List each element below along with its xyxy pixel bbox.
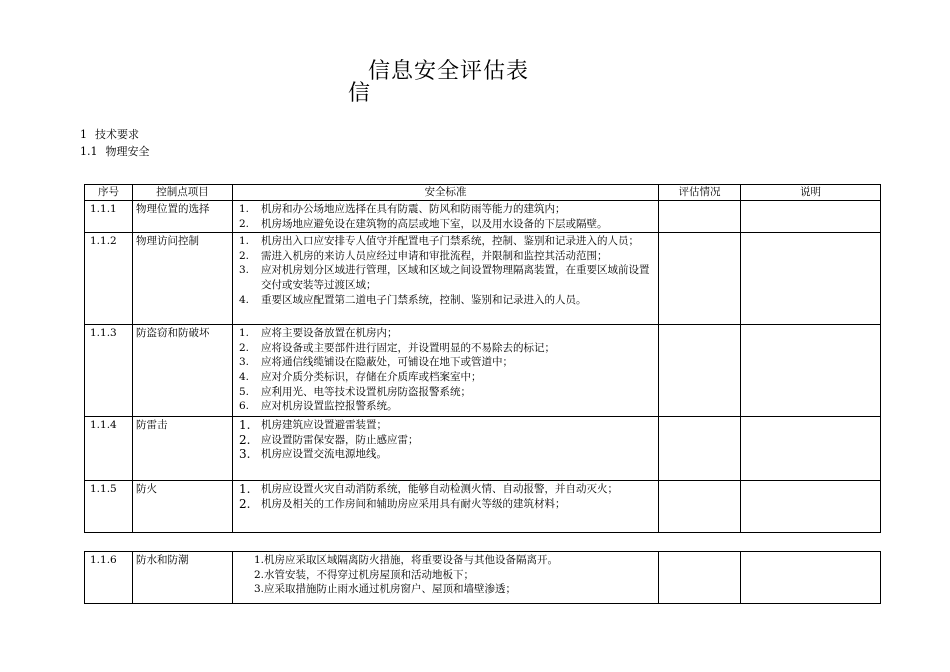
list-item: [236, 399, 655, 414]
list-number: 4.: [239, 370, 250, 383]
security-standard: [233, 233, 659, 325]
row-number: 1.1.4: [85, 417, 133, 481]
header-assessment: 评估情况: [659, 185, 741, 201]
table-row: [85, 481, 881, 533]
standard-text: 水管安装，不得穿过机房屋顶和活动地板下；: [264, 568, 475, 581]
list-item: 3. 应采取措施防止雨水通过机房窗户、屋顶和墙壁渗透；: [254, 583, 517, 596]
row-number: 1.1.1: [85, 201, 133, 233]
list-item: [236, 263, 655, 292]
control-point: 防火: [133, 481, 233, 533]
assessment-cell[interactable]: [659, 481, 741, 533]
standard-text: 应将设备或主要部件进行固定，并设置明显的不易除去的标记；: [261, 341, 555, 354]
standard-text: 应对机房设置监控报警系统。: [261, 400, 398, 413]
list-item: [236, 433, 655, 448]
standard-text: 机房出入口应安排专人值守并配置电子门禁系统，控制、鉴别和记录进入的人员；: [261, 235, 639, 248]
list-item: 2. 水管安装，不得穿过机房屋顶和活动地板下；: [254, 568, 475, 581]
table-row: [85, 325, 881, 417]
standard-text: 应采取措施防止雨水通过机房窗户、屋顶和墙壁渗透；: [264, 583, 517, 596]
list-item: [236, 370, 655, 385]
list-item: [236, 341, 655, 356]
list-item: [236, 497, 655, 512]
assessment-cell[interactable]: [659, 552, 741, 604]
standard-list: [236, 482, 655, 511]
standard-text: 应对介质分类标识，存储在介质库或档案室中；: [261, 370, 482, 383]
control-point: 防雷击: [133, 417, 233, 481]
list-item: [236, 447, 655, 462]
list-item: [236, 234, 655, 249]
standard-text: 机房应设置火灾自动消防系统，能够自动检测火情、自动报警，并自动灭火；: [261, 483, 618, 496]
security-standard: [233, 325, 659, 417]
document-title: 信息安全评估表: [368, 59, 530, 84]
remarks-cell[interactable]: [741, 233, 881, 325]
list-item: [236, 217, 655, 232]
table-row: [85, 417, 881, 481]
remarks-cell[interactable]: [741, 325, 881, 417]
standard-list: [236, 202, 655, 231]
standard-list: [236, 553, 655, 597]
list-item: [236, 355, 655, 370]
list-number: 4.: [239, 293, 250, 306]
list-number: 2.: [239, 496, 251, 511]
table-row: [85, 552, 881, 604]
list-number: 3.: [239, 356, 250, 369]
section-heading-technical: [80, 126, 139, 142]
standard-text: 应对机房划分区域进行管理，区域和区域之间设置物理隔离装置，在重要区域前设置交付或安装等过渡区域；: [261, 264, 650, 291]
row-number: 1.1.5: [85, 481, 133, 533]
remarks-cell[interactable]: [741, 481, 881, 533]
table-row: [85, 201, 881, 233]
standard-text: 机房应设置交流电源地线。: [261, 448, 387, 461]
row-number: 1.1.3: [85, 325, 133, 417]
standard-text: 机房建筑应设置避雷装置；: [261, 419, 387, 432]
list-number: 3.: [239, 447, 251, 462]
standard-text: 需进入机房的来访人员应经过申请和审批流程，并限制和监控其活动范围；: [261, 249, 608, 262]
section-number: 1: [80, 128, 87, 141]
list-item: 1. 机房应采取区域隔离防火措施，将重要设备与其他设备隔离开。: [254, 554, 559, 566]
remarks-cell[interactable]: [741, 552, 881, 604]
row-number: 1.1.6: [85, 552, 133, 604]
header-no: 序号: [85, 185, 133, 201]
assessment-cell[interactable]: [659, 417, 741, 481]
standard-text: 机房和办公场地应选择在具有防震、防风和防雨等能力的建筑内；: [261, 203, 566, 215]
standard-list: [236, 418, 655, 462]
remarks-cell[interactable]: [741, 417, 881, 481]
header-control-point: 控制点项目: [133, 185, 233, 201]
row-number: 1.1.2: [85, 233, 133, 325]
list-item: [236, 385, 655, 400]
header-standard: 安全标准: [233, 185, 659, 201]
list-item: [236, 482, 655, 497]
remarks-cell[interactable]: [741, 201, 881, 233]
list-number: 1.: [239, 327, 250, 340]
assessment-table-continued: [84, 551, 881, 604]
list-number: 1.: [239, 418, 251, 433]
security-standard: [233, 481, 659, 533]
subsection-heading-physical: [80, 143, 150, 159]
title-ghost-character: 信: [348, 81, 371, 106]
list-item: [236, 293, 655, 308]
list-number: 5.: [239, 385, 250, 398]
standard-list: [236, 326, 655, 414]
control-point: 防水和防潮: [133, 552, 233, 604]
header-remarks: 说明: [741, 185, 881, 201]
list-number: 2.: [239, 249, 250, 262]
standard-list: [236, 234, 655, 307]
assessment-cell[interactable]: [659, 325, 741, 417]
list-number: 6.: [239, 400, 250, 413]
list-number: 2.: [239, 217, 250, 230]
standard-text: 机房应采取区域隔离防火措施，将重要设备与其他设备隔离开。: [264, 554, 559, 566]
subsection-title: 物理安全: [105, 145, 150, 158]
standard-text: 重要区域应配置第二道电子门禁系统，控制、鉴别和记录进入的人员。: [261, 293, 587, 306]
standard-text: 机房及相关的工作房间和辅助房应采用具有耐火等级的建筑材料；: [261, 497, 566, 510]
table-row: [85, 233, 881, 325]
subsection-number: 1.1: [80, 145, 98, 158]
list-number: 1.: [239, 482, 251, 497]
security-standard: [233, 201, 659, 233]
control-point: 防盗窃和防破坏: [133, 325, 233, 417]
list-item: [236, 202, 655, 217]
security-standard: [233, 552, 659, 604]
list-number: 1.: [239, 203, 250, 215]
standard-text: 应利用光、电等技术设置机房防盗报警系统；: [261, 385, 471, 398]
list-number: 1.: [239, 235, 250, 248]
security-standard: [233, 417, 659, 481]
table-header-row: [85, 185, 881, 201]
standard-text: 应设置防雷保安器，防止感应雷；: [261, 433, 419, 446]
assessment-cell[interactable]: [659, 233, 741, 325]
standard-text: 应将主要设备放置在机房内；: [261, 327, 398, 340]
standard-text: 应将通信线缆铺设在隐蔽处，可铺设在地下或管道中；: [261, 356, 513, 369]
assessment-cell[interactable]: [659, 201, 741, 233]
list-item: [236, 249, 655, 264]
control-point: 物理访问控制: [133, 233, 233, 325]
list-number: 2.: [239, 432, 251, 447]
control-point: 物理位置的选择: [133, 201, 233, 233]
list-number: 3.: [239, 264, 250, 277]
list-item: [236, 326, 655, 341]
standard-text: 机房场地应避免设在建筑物的高层或地下室，以及用水设备的下层或隔壁。: [261, 217, 608, 230]
assessment-table: [84, 184, 881, 533]
list-item: [236, 418, 655, 433]
section-title: 技术要求: [95, 128, 139, 141]
list-number: 2.: [239, 341, 250, 354]
